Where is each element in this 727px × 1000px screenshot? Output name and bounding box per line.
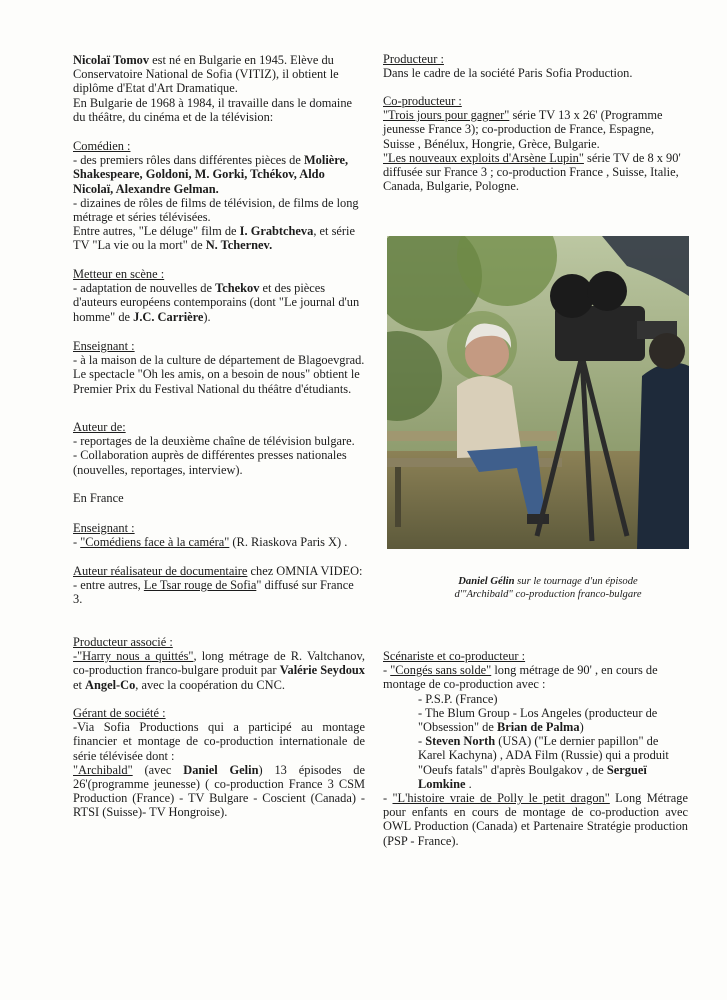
partner-item: - P.S.P. (France) — [418, 691, 498, 706]
gerant-archibald: "Archibald" (avec Daniel Gelin) 13 épisodes de 26'(programme jeunesse) ( co-production France 3 CSM Production (France) - TV Bulgare - Coscient (Canada) - RTSI (Suisse)- TV Hongroise). — [73, 762, 365, 820]
section-comedien — [73, 139, 365, 253]
section-auteur — [73, 420, 365, 477]
gerant-heading: Gérant de société : — [73, 706, 166, 720]
comedien-line: - des premiers rôles dans différentes pièces de Molière, Shakespeare, Goldoni, M. Gorki, Tchékov, Aldo Nicolaï, Alexandre Gelman. — [73, 153, 349, 196]
producteur-associe-text: -"Harry nous a quittés", long métrage de R. Valtchanov, co-production franco-bulgare produit par Valérie Seydoux et Angel-Co, avec la coopération du CNC. — [73, 649, 365, 692]
section-producteur-associe — [73, 635, 365, 692]
film-title: -"Harry nous a quittés" — [73, 649, 194, 664]
producteur-text: Dans le cadre de la société Paris Sofia Production. — [383, 66, 633, 81]
scenariste-item-2: - "L'histoire vraie de Polly le petit dragon" Long Métrage pour enfants en cours de montage de co-production avec OWL Production (Canada) et Partenaire Stratégie production (PSP - France). — [383, 791, 688, 848]
comedien-heading: Comédien : — [73, 139, 131, 153]
auteur-heading: Auteur de: — [73, 420, 126, 434]
section-scenariste — [383, 649, 688, 848]
auteur-line: - reportages de la deuxième chaîne de télévision bulgare. — [73, 434, 355, 449]
producteur-heading: Producteur : — [383, 52, 444, 66]
scenariste-heading: Scénariste et co-producteur : — [383, 649, 526, 663]
en-france-heading: En France — [73, 491, 124, 505]
enseignant-heading: Enseignant : — [73, 339, 135, 353]
auteur-realisateur-heading: Auteur réalisateur de documentaire chez OMNIA VIDEO: — [73, 564, 363, 578]
section-metteur — [73, 267, 365, 324]
caption-name: Daniel Gélin — [458, 576, 515, 587]
auteur-realisateur-text: - entre autres, Le Tsar rouge de Sofia" diffusé sur France 3. — [73, 578, 354, 607]
coproducteur-item-1: "Trois jours pour gagner" série TV 13 x 26' (Programme jeunesse France 3); co-production de France, Espagne, Suisse , Bénélux, Hongrie, Grèce, Bulgarie. — [383, 108, 663, 151]
photo-daniel-gelin-on-set — [387, 236, 689, 549]
documentary-title: Le Tsar rouge de Sofia — [143, 578, 257, 593]
metteur-heading: Metteur en scène : — [73, 267, 165, 281]
photo-caption — [418, 575, 678, 601]
series-title: "Archibald" — [73, 762, 133, 777]
auteur-line: - Collaboration auprès de différentes presses nationales (nouvelles, reportages, interview). — [73, 448, 347, 477]
series-title: "Trois jours pour gagner" — [383, 108, 510, 123]
caption-line-2: d'"Archibald" co-production franco-bulgare — [454, 589, 642, 600]
section-enseignant-1 — [73, 339, 365, 396]
metteur-text: - adaptation de nouvelles de Tchekov et des pièces d'auteurs européens contemporains (dont "Le journal d'un homme" de J.C. Carrière). — [73, 281, 360, 324]
coproducteur-heading: Co-producteur : — [383, 94, 462, 108]
coproducteur-item-2: "Les nouveaux exploits d'Arsène Lupin" série TV de 8 x 90' diffusée sur France 3 ; co-production France , Suisse, Italie, Canada, Bulgarie, Pologne. — [383, 150, 681, 194]
enseignant-text: - à la maison de la culture de département de Blagoevgrad. Le spectacle "Oh les amis, on a besoin de nous" obtient le Premier Prix du Festival National du théâtre d'étudiants. — [73, 353, 365, 396]
comedien-line: Entre autres, "Le déluge" film de I. Grabtcheva, et série TV "La vie ou la mort" de N. Tchernev. — [73, 224, 355, 253]
producteur-associe-heading: Producteur associé : — [73, 635, 173, 649]
film-title: "L'histoire vraie de Polly le petit dragon" — [392, 791, 610, 806]
section-coproducteur — [383, 94, 688, 193]
gerant-text: -Via Sofia Productions qui a participé au montage financier et montage de co-production internationale de série télévisée dont : — [73, 720, 365, 763]
course-title: "Comédiens face à la caméra" — [80, 535, 230, 550]
intro-paragraph-2: En Bulgarie de 1968 à 1984, il travaille dans le domaine du théâtre, du cinéma et de la télévision: — [73, 95, 353, 124]
section-gerant — [73, 706, 365, 820]
partner-item: - Steven North (USA) ("Le dernier papillon" de Karel Kachyna) , ADA Film (Russie) qui a produit "Oeufs fatals" d'après Boulgakov , de Sergueï Lomkine . — [418, 734, 669, 791]
series-title: "Les nouveaux exploits d'Arsène Lupin" — [383, 150, 584, 165]
intro — [73, 53, 365, 124]
section-enseignant-2 — [73, 521, 365, 549]
scenariste-item-1: - "Congés sans solde" long métrage de 90' , en cours de montage de co-production avec : — [383, 663, 658, 692]
enseignant-2-text: - "Comédiens face à la caméra" (R. Riaskova Paris X) . — [73, 535, 348, 550]
film-title: "Congés sans solde" — [390, 663, 492, 678]
caption-line-1: Daniel Gélin sur le tournage d'un épisode — [458, 576, 638, 587]
enseignant-2-heading: Enseignant : — [73, 521, 135, 535]
intro-paragraph-1: Nicolaï Tomov est né en Bulgarie en 1945. Elève du Conservatoire National de Sofia (VITIZ), il obtient le diplôme d'Etat d'Art Dramatique. — [73, 53, 339, 96]
comedien-line: - dizaines de rôles de films de télévision, de films de long métrage et séries télévisées. — [73, 195, 359, 225]
section-producteur — [383, 52, 688, 80]
photo-illustration — [387, 236, 689, 549]
partner-item: - The Blum Group - Los Angeles (producteur de "Obsession" de Brian de Palma) — [418, 705, 658, 735]
intro-name: Nicolaï Tomov — [73, 53, 150, 67]
section-auteur-realisateur — [73, 564, 365, 607]
